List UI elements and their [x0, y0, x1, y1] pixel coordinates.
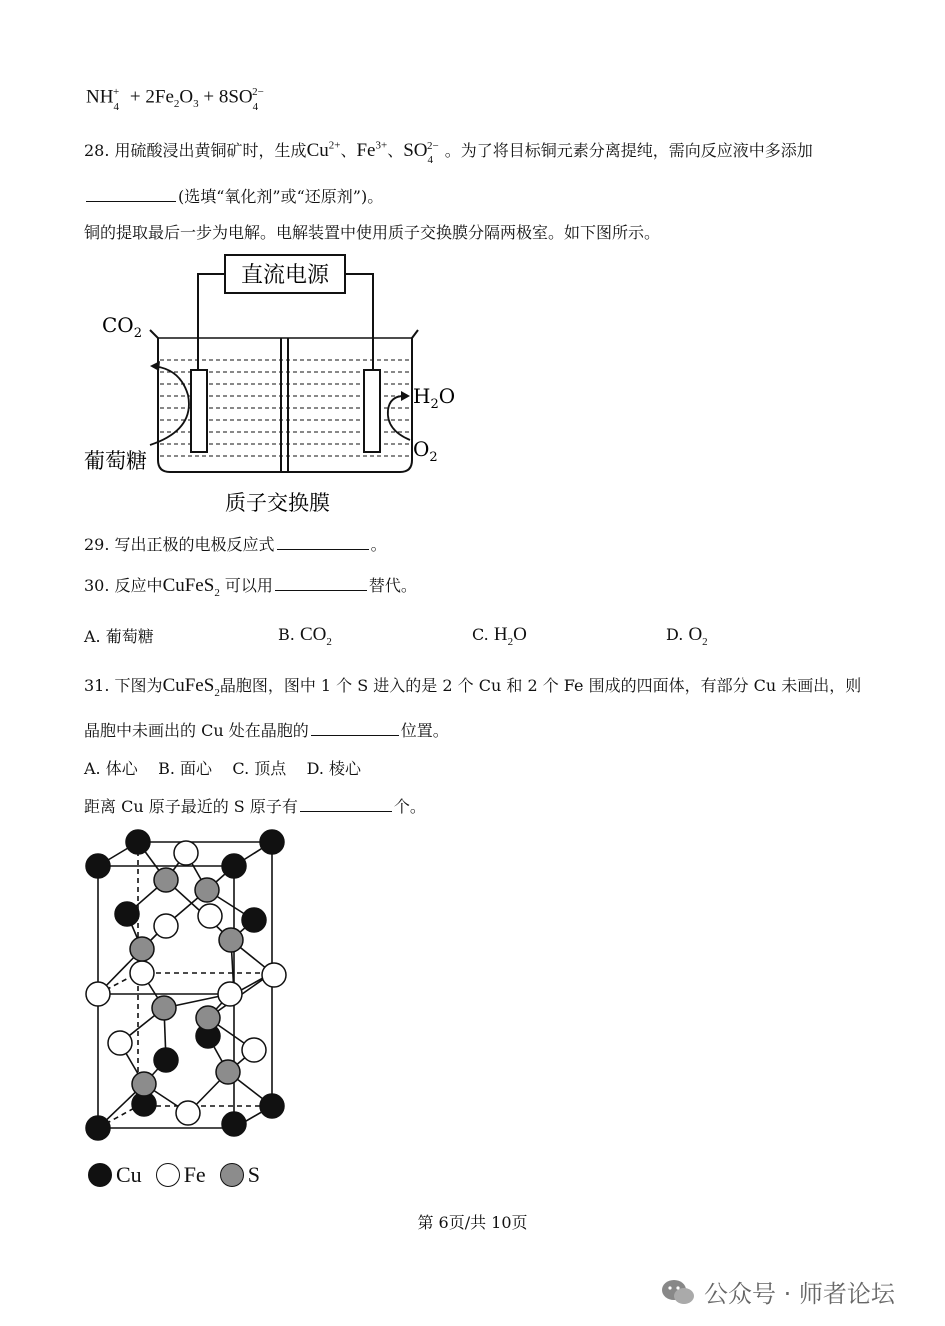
- page-footer: 第 6页/共 10页: [417, 1213, 528, 1232]
- right-arrow: [388, 396, 410, 440]
- fe-atom: [174, 841, 198, 865]
- cu-atom: [222, 854, 246, 878]
- answer-blank-28[interactable]: [86, 187, 176, 202]
- crystal-legend: [88, 1162, 260, 1188]
- co2-label: $CO_2$: [102, 313, 142, 341]
- fe-atom: [130, 961, 154, 985]
- cu-atom: [154, 1048, 178, 1072]
- cu-atom: [126, 830, 150, 854]
- s-swatch-icon: [220, 1163, 244, 1187]
- question-31-line1: 31. 下图为CuFeS$_2$晶胞图，图中 1 个 S 进入的是 2 个 Cu 和 2 个 Fe 围成的四面体，有部分 Cu 未画出，则: [84, 675, 862, 699]
- cu-swatch-icon: [88, 1163, 112, 1187]
- left-wire: [198, 274, 225, 370]
- fe-atom: [242, 1038, 266, 1062]
- electrolysis-intro: 铜的提取最后一步为电解。电解装置中使用质子交换膜分隔两极室。如下图所示。: [84, 223, 661, 242]
- s-atom: [216, 1060, 240, 1084]
- answer-blank-29[interactable]: [277, 535, 369, 550]
- cu-atom: [86, 1116, 110, 1140]
- fe-atom: [262, 963, 286, 987]
- fe-atom: [176, 1101, 200, 1125]
- q30-option-d[interactable]: D. $O_2$: [666, 624, 708, 648]
- q31-option-c[interactable]: C. 顶点: [232, 759, 287, 778]
- fe-swatch-icon: [156, 1163, 180, 1187]
- top-formula: $NH_4^+ + 2Fe_2O_3 + 8SO_4^{2-}$: [86, 86, 264, 114]
- q30-option-c[interactable]: C. $H_2O$: [472, 624, 527, 648]
- question-30: 30. 反应中CuFeS$_2$ 可以用 替代。: [84, 575, 417, 599]
- question-31-line3: 距离 Cu 原子最近的 S 原子有 个。: [84, 797, 426, 816]
- s-atom: [154, 868, 178, 892]
- s-atom: [130, 937, 154, 961]
- watermark: [660, 1274, 895, 1309]
- question-28-line2: (选填“氧化剂”或“还原剂”)。: [84, 184, 383, 207]
- q31-option-b[interactable]: B. 面心: [158, 759, 213, 778]
- question-28-line1: 28. 用硫酸浸出黄铜矿时，生成$Cu^{2+}$、$Fe^{3+}$、$SO_4^{2-}$ 。为了将目标铜元素分离提纯，需向反应液中多添加: [84, 139, 813, 166]
- crystal-cell-diagram: [80, 828, 300, 1148]
- s-atom: [132, 1072, 156, 1096]
- answer-blank-31b[interactable]: [300, 797, 392, 812]
- answer-blank-31a[interactable]: [311, 721, 399, 736]
- electrolysis-diagram: [80, 250, 500, 520]
- cu-atom: [222, 1112, 246, 1136]
- s-atom: [219, 928, 243, 952]
- s-atom: [196, 1006, 220, 1030]
- membrane-label: 质子交换膜: [225, 491, 330, 515]
- legend-s: S: [220, 1162, 260, 1188]
- power-label: 直流电源: [240, 263, 330, 288]
- left-arrow: [150, 366, 189, 445]
- left-electrode: [191, 370, 207, 452]
- s-atom: [152, 996, 176, 1020]
- q31-option-d[interactable]: D. 棱心: [306, 759, 362, 778]
- h2o-label: $H_2O$: [413, 384, 456, 412]
- q31-options: [84, 756, 361, 779]
- question-29: 29. 写出正极的电极反应式 。: [84, 535, 387, 554]
- cell-edges: [98, 842, 272, 1128]
- legend-fe: Fe: [156, 1162, 206, 1188]
- cu-atom: [260, 1094, 284, 1118]
- wechat-icon: [660, 1278, 696, 1306]
- cu-atom: [242, 908, 266, 932]
- s-atom: [195, 878, 219, 902]
- q30-option-b[interactable]: B. $CO_2$: [278, 624, 332, 648]
- q30-option-a[interactable]: A. 葡萄糖: [84, 627, 154, 646]
- fe-atom: [198, 904, 222, 928]
- right-wire: [345, 274, 373, 370]
- fe-atom: [218, 982, 242, 1006]
- fe-atom: [108, 1031, 132, 1055]
- right-electrode: [364, 370, 380, 452]
- q31-option-a[interactable]: A. 体心: [84, 759, 138, 778]
- glucose-label: 葡萄糖: [84, 449, 147, 473]
- answer-blank-30[interactable]: [275, 576, 367, 591]
- o2-label: $O_2$: [413, 437, 438, 465]
- fe-atom: [154, 914, 178, 938]
- watermark-text: 公众号 · 师者论坛: [704, 1280, 895, 1308]
- fe-atom: [86, 982, 110, 1006]
- cu-atom: [115, 902, 139, 926]
- cu-atom: [260, 830, 284, 854]
- cu-atom: [86, 854, 110, 878]
- legend-cu: Cu: [88, 1162, 142, 1188]
- question-31-line2: 晶胞中未画出的 Cu 处在晶胞的 位置。: [84, 721, 449, 740]
